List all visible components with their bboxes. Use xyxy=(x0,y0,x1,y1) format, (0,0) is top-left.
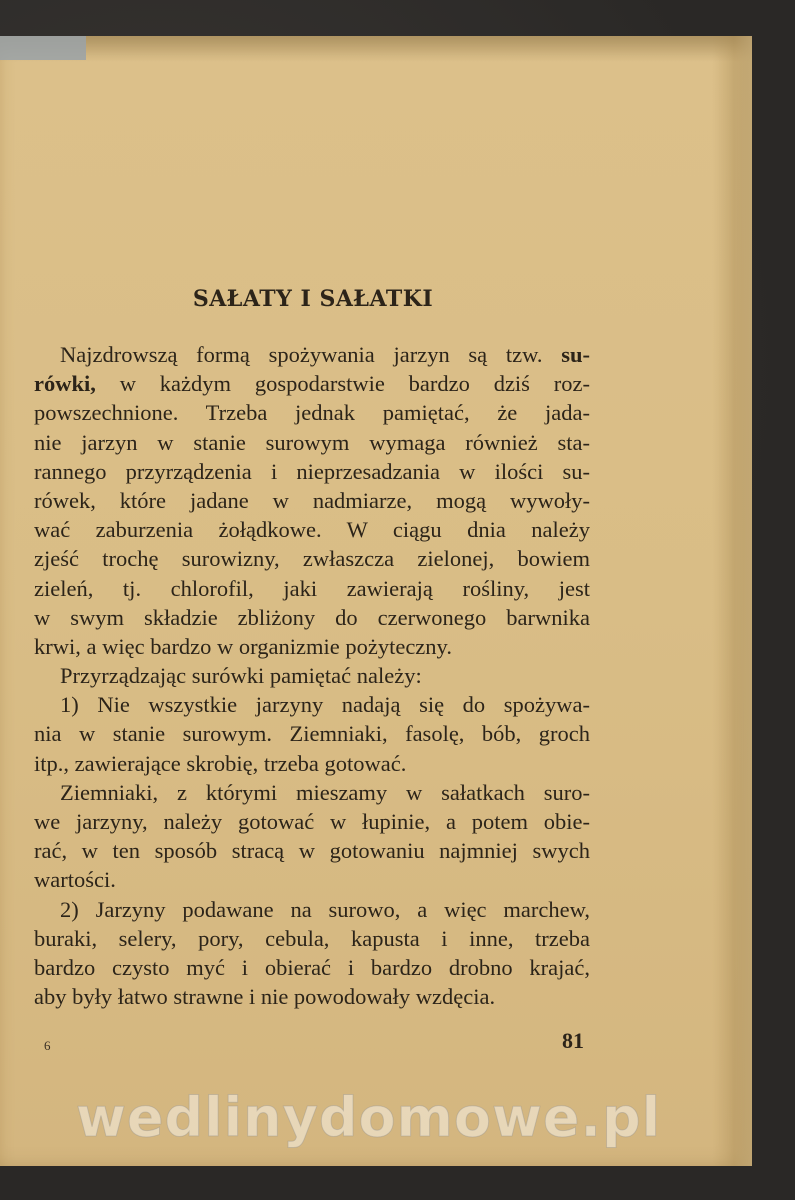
text-segment: Ziemniaki, z którymi mieszamy w sałatkach suro- xyxy=(60,779,590,805)
text-segment: nie jarzyn w stanie surowym wymaga również sta- xyxy=(34,429,590,455)
text-line xyxy=(34,778,590,807)
text-line xyxy=(34,749,590,778)
text-line xyxy=(34,661,590,690)
tape-strip xyxy=(0,36,86,60)
text-segment: zjeść trochę surowizny, zwłaszcza zielonej, bowiem xyxy=(34,546,590,572)
text-line xyxy=(34,865,590,894)
text-line xyxy=(34,515,590,544)
text-segment: 1) Nie wszystkie jarzyny nadają się do spożywa- xyxy=(60,692,590,718)
text-segment: Przyrządzając surówki pamiętać należy: xyxy=(60,663,422,689)
text-line xyxy=(34,486,590,515)
text-segment: w każdym gospodarstwie bardzo dziś roz- xyxy=(95,371,590,397)
text-segment: rannego przyrządzenia i nieprzesadzania w ilości su- xyxy=(34,458,590,484)
page-edge-shadow xyxy=(712,36,752,1166)
text-segment: bardzo czysto myć i obierać i bardzo drobno krajać, xyxy=(34,954,590,980)
text-segment: buraki, selery, pory, cebula, kapusta i inne, trzeba xyxy=(34,925,590,951)
page-top-shadow xyxy=(0,36,752,62)
text-segment: su- xyxy=(561,342,590,367)
text-segment: zieleń, tj. chlorofil, jaki zawierają rośliny, jest xyxy=(34,575,590,601)
text-segment: we jarzyny, należy gotować w łupinie, a potem obie- xyxy=(34,809,590,834)
text-line xyxy=(34,895,590,924)
text-line xyxy=(34,807,590,836)
text-line xyxy=(34,836,590,865)
text-line xyxy=(34,428,590,457)
text-line xyxy=(34,603,590,632)
text-line xyxy=(34,340,590,369)
text-segment: itp., zawierające skrobię, trzeba gotować. xyxy=(34,750,407,776)
text-line xyxy=(34,574,590,603)
text-line xyxy=(34,457,590,486)
text-line xyxy=(34,924,590,953)
text-line xyxy=(34,982,590,1011)
text-line xyxy=(34,632,590,661)
text-segment: aby były łatwo strawne i nie powodowały wzdęcia. xyxy=(34,984,496,1010)
text-segment: powszechnione. Trzeba jednak pamiętać, że jada- xyxy=(34,400,590,426)
text-segment: Najzdrowszą formą spożywania jarzyn są tzw. xyxy=(60,342,562,367)
text-segment: rówek, które jadane w nadmiarze, mogą wywoły- xyxy=(34,487,590,513)
signature-mark: 6 xyxy=(44,1038,51,1053)
text-segment: 2) Jarzyny podawane na surowo, a więc marchew, xyxy=(60,896,590,922)
text-line xyxy=(34,953,590,982)
page-title: SAŁATY I SAŁATKI xyxy=(192,286,434,312)
page-number: 81 xyxy=(562,1028,584,1053)
text-line xyxy=(34,544,590,573)
text-line xyxy=(34,690,590,719)
text-segment: nia w stanie surowym. Ziemniaki, fasolę, bób, groch xyxy=(34,721,590,747)
text-segment: rać, w ten sposób stracą w gotowaniu najmniej swych xyxy=(34,838,590,864)
text-segment: krwi, a więc bardzo w organizmie pożyteczny. xyxy=(34,633,452,659)
text-segment: wartości. xyxy=(34,867,116,893)
text-segment: wać zaburzenia żołądkowe. W ciągu dnia należy xyxy=(34,517,590,543)
text-segment: w swym składzie zbliżony do czerwonego barwnika xyxy=(34,604,590,630)
text-line xyxy=(34,719,590,748)
text-line xyxy=(34,398,590,427)
watermark: wedlinydomowe.pl xyxy=(76,1086,662,1149)
text-line xyxy=(34,369,590,398)
body-text xyxy=(34,340,590,1011)
text-segment: rówki, xyxy=(34,371,96,397)
